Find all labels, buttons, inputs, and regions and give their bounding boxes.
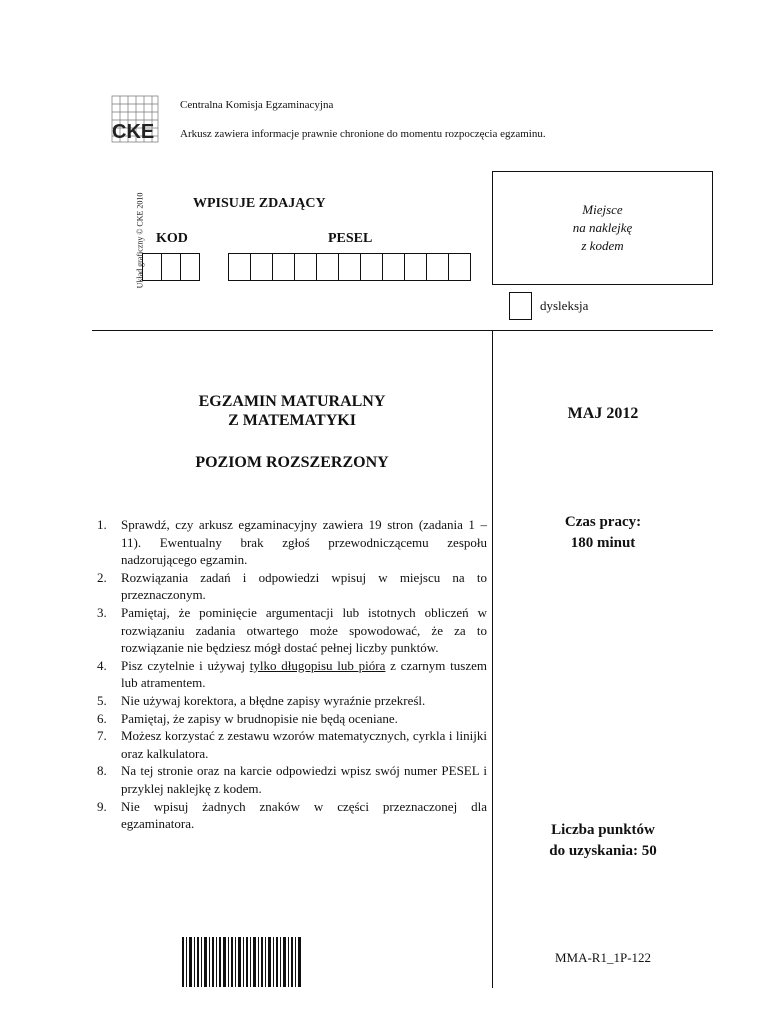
instruction-item: 4. Pisz czytelnie i używaj tylko długopisu lub pióra z czarnym tuszem lub atramentem. xyxy=(97,657,487,691)
commission-name: Centralna Komisja Egzaminacyjna xyxy=(180,99,334,111)
dyslexia-checkbox[interactable] xyxy=(509,292,532,320)
sheet-code: MMA-R1_1P-122 xyxy=(554,950,652,965)
barcode xyxy=(182,937,302,987)
pesel-cell[interactable] xyxy=(448,253,471,281)
pesel-cell[interactable] xyxy=(426,253,449,281)
kod-input[interactable] xyxy=(142,253,199,281)
exam-title-line: EGZAMIN MATURALNY xyxy=(198,393,386,410)
sticker-area[interactable] xyxy=(492,171,713,285)
sticker-line: z kodem xyxy=(581,238,624,253)
protection-notice: Arkusz zawiera informacje prawnie chronione do momentu rozpoczęcia egzaminu. xyxy=(180,128,546,140)
instruction-item: 8. Na tej stronie oraz na karcie odpowiedzi wpisz swój numer PESEL i przyklej naklejkę z kodem. xyxy=(97,763,487,796)
pesel-cell[interactable] xyxy=(228,253,251,281)
pesel-cell[interactable] xyxy=(382,253,405,281)
pesel-label: PESEL xyxy=(328,231,373,246)
logo-text: CKE xyxy=(112,121,155,143)
instruction-item: 7. Możesz korzystać z zestawu wzorów matematycznych, cyrkla i linijki oraz kalkulatora. xyxy=(97,728,487,761)
exam-title-line: Z MATEMATYKI xyxy=(228,412,356,429)
sticker-line: Miejsce xyxy=(582,202,623,217)
sticker-line: na naklejkę xyxy=(572,220,633,235)
pesel-cell[interactable] xyxy=(250,253,273,281)
pesel-cell[interactable] xyxy=(404,253,427,281)
instruction-item: 5. Nie używaj korektora, a błędne zapisy wyraźnie przekreśl. xyxy=(97,692,426,708)
instruction-item: 2. Rozwiązania zadań i odpowiedzi wpisuj w miejscu na to przeznaczonym. xyxy=(97,569,487,603)
pesel-cell[interactable] xyxy=(272,253,295,281)
horizontal-divider xyxy=(92,330,713,331)
instructions-list xyxy=(97,516,487,833)
exam-title xyxy=(92,392,492,430)
kod-label: KOD xyxy=(156,231,188,246)
instruction-item: 6. Pamiętaj, że zapisy w brudnopisie nie będą oceniane. xyxy=(97,710,398,726)
dyslexia-label: dysleksja xyxy=(540,298,589,313)
kod-cell[interactable] xyxy=(180,253,200,281)
instruction-item: 3. Pamiętaj, że pominięcie argumentacji lub istotnych obliczeń w rozwiązaniu zadania otwartego może spowodować, że za to rozwiązanie nie będziesz mógł dostać pełnej liczby punktów. xyxy=(97,604,487,656)
pesel-cell[interactable] xyxy=(316,253,339,281)
exam-date: MAJ 2012 xyxy=(567,405,639,422)
form-title: WPISUJE ZDAJĄCY xyxy=(193,196,326,211)
kod-cell[interactable] xyxy=(142,253,162,281)
work-time: Czas pracy: 180 minut xyxy=(564,514,642,551)
instruction-item: 1. Sprawdź, czy arkusz egzaminacyjny zawiera 19 stron (zadania 1 – 11). Ewentualny brak zgłoś przewodniczącemu zespołu nadzorującego egzamin. xyxy=(97,517,487,568)
copyright-note: Układ graficzny © CKE 2010 xyxy=(135,192,145,289)
pesel-cell[interactable] xyxy=(294,253,317,281)
pesel-cell[interactable] xyxy=(360,253,383,281)
kod-cell[interactable] xyxy=(161,253,181,281)
exam-level: POZIOM ROZSZERZONY xyxy=(195,454,389,471)
instruction-item: 9. Nie wpisuj żadnych znaków w części przeznaczonej dla egzaminatora. xyxy=(97,798,487,832)
vertical-divider xyxy=(492,330,493,988)
cke-logo xyxy=(108,92,162,146)
pesel-input[interactable] xyxy=(228,253,470,281)
pesel-cell[interactable] xyxy=(338,253,361,281)
max-points: Liczba punktów do uzyskania: 50 xyxy=(549,822,657,859)
